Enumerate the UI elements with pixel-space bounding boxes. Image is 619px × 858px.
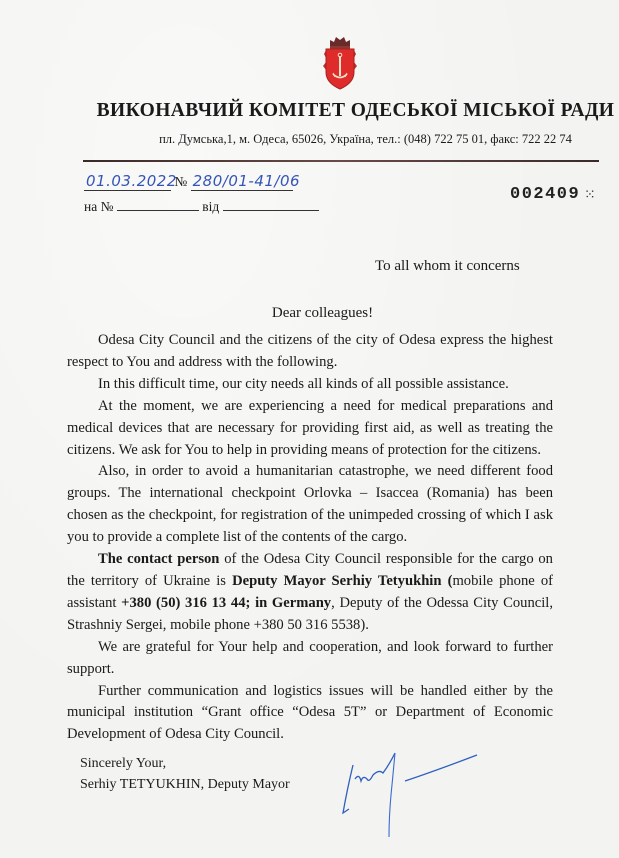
reference-number-blank <box>117 199 199 211</box>
paragraph-logistics: Further communication and logistics issues will be handled either by the municipal institution “Grant office “Odesa 5T” or Department of Economic Development of Odesa City Council. <box>67 682 553 743</box>
paragraph-food: Also, in order to avoid a humanitarian catastrophe, we need different food groups. The international checkpoint Orlovka – Isaccea (Romania) has been chosen as the checkpoint, for registration of the unimpeded crossing of which I ask you to provide a complete list of the contents of the cargo. <box>67 463 553 546</box>
paragraph-medical: At the moment, we are experiencing a need for medical preparations and medical devices that are necessary for providing first aid, as well as treating the citizens. We ask for You to help in providing means of protection for the citizens. <box>67 397 553 458</box>
contact-text-1: of the Odesa City Council responsible for the cargo on the territory of Ukraine is <box>67 551 553 589</box>
paragraph-gratitude: We are grateful for Your help and cooperation, and look forward to further support. <box>67 638 553 677</box>
contact-text-2: mobile phone of assistant <box>67 572 554 611</box>
header-divider <box>83 160 599 162</box>
organization-title: ВИКОНАВЧИЙ КОМІТЕТ ОДЕСЬКОЇ МІСЬКОЇ РАДИ <box>96 100 615 121</box>
signatory-name: Serhiy TETYUKHIN, Deputy Mayor <box>80 777 290 792</box>
salutation: Dear colleagues! <box>271 305 374 321</box>
number-label: № <box>174 174 188 189</box>
paragraph-contact <box>67 549 553 637</box>
reference-line <box>84 199 319 215</box>
closing-phrase: Sincerely Your, <box>80 756 167 771</box>
contact-person-label: The contact person <box>98 551 220 568</box>
serial-number: 002409 <box>510 185 581 204</box>
registration-number: 280/01-41/06 <box>192 172 301 190</box>
registration-date-field <box>84 172 177 191</box>
registration-date: 01.03.2022 <box>86 172 177 190</box>
addressee: To all whom it concerns <box>375 258 520 274</box>
letter-body <box>67 330 553 746</box>
reference-date-label: від <box>202 199 220 214</box>
odesa-coat-of-arms-icon <box>322 36 358 90</box>
security-dots-icon: ⁙ <box>584 188 596 203</box>
reference-number-label: на № <box>84 199 114 214</box>
paragraph-respect: Odesa City Council and the citizens of the city of Odesa express the highest respect to You and address with the following. <box>67 332 553 370</box>
handwritten-signature-icon <box>335 745 495 845</box>
registration-line <box>84 172 301 198</box>
closing-block <box>80 753 290 795</box>
paragraph-assistance: In this difficult time, our city needs all kinds of all possible assistance. <box>98 375 509 392</box>
registration-number-field <box>191 172 301 191</box>
contact-text-3: , Deputy of the Odessa City Council, Strashniy Sergei, mobile phone +380 50 316 5538). <box>67 594 553 633</box>
assistant-phone: +380 (50) 316 13 44; in Germany <box>121 594 332 611</box>
reference-date-blank <box>223 199 319 211</box>
organization-address: пл. Думська,1, м. Одеса, 65026, Україна, тел.: (048) 722 75 01, факс: 722 22 74 <box>159 132 572 146</box>
deputy-mayor-name: Deputy Mayor Serhiy Tetyukhin ( <box>232 572 453 589</box>
